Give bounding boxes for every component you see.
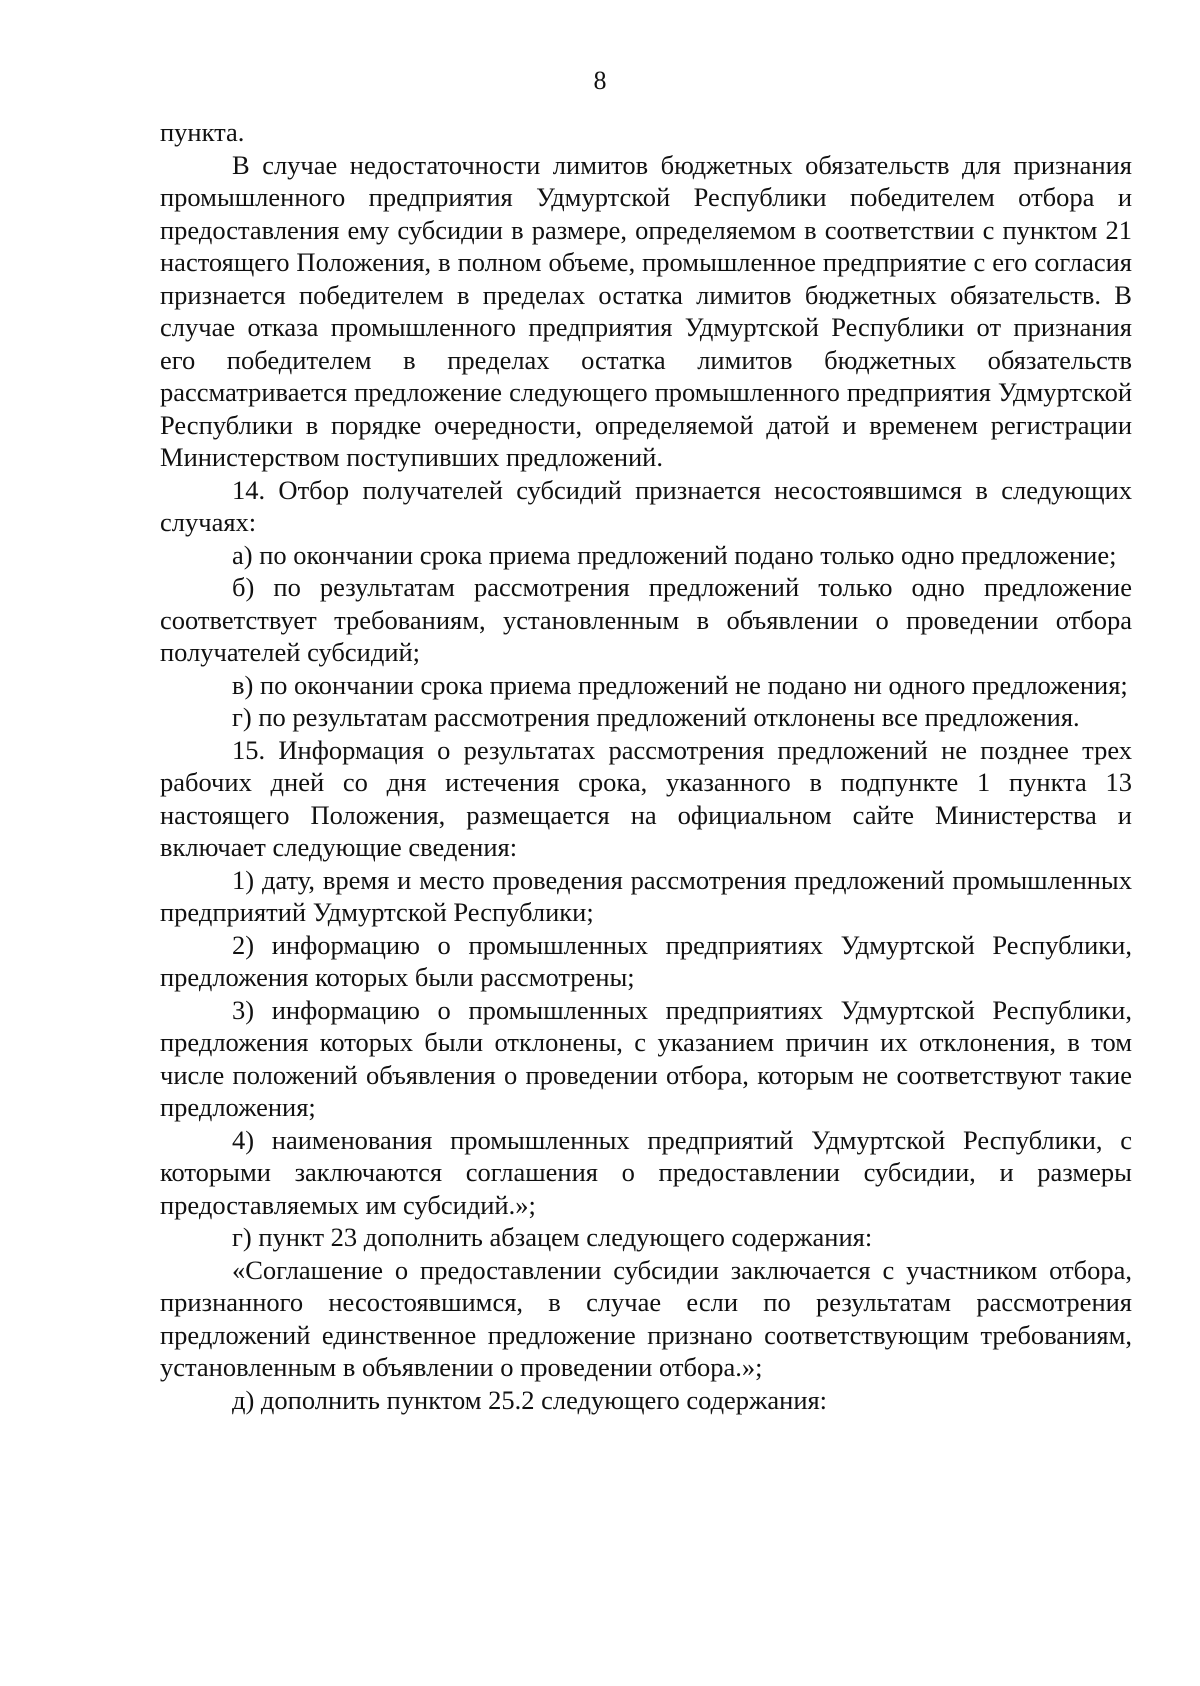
paragraph-amendment-d: д) дополнить пунктом 25.2 следующего содержания: (232, 1384, 828, 1415)
paragraph-continuation: пункта. (160, 117, 245, 147)
paragraph-agreement-quote: «Соглашение о предоставлении субсидии заключается с участником отбора, признанного несостоявшимся, в случае если по результатам рассмотрения предложений единственное предложение признано соответствующим требованиям, установленным в объявлении о проведении отбора.»; (160, 1254, 1132, 1382)
paragraph-item-14-b: б) по результатам рассмотрения предложений только одно предложение соответствует требованиям, установленным в объявлении о проведении отбора получателей субсидий; (160, 572, 1132, 667)
paragraph-item-15-1: 1) дату, время и место проведения рассмотрения предложений промышленных предприятий Удмуртской Республики; (160, 864, 1132, 927)
paragraph-item-14-g: г) по результатам рассмотрения предложений отклонены все предложения. (232, 702, 1080, 732)
paragraph-budget-limits: В случае недостаточности лимитов бюджетных обязательств для признания промышленного предприятия Удмуртской Республики победителем отбора и предоставления ему субсидии в размере, определяемом в соответствии с пунктом 21 настоящего Положения, в полном объеме, промышленное предприятие с его согласия признается победителем в пределах остатка лимитов бюджетных обязательств. В случае отказа промышленного предприятия Удмуртской Республики от признания его победителем в пределах остатка лимитов бюджетных обязательств рассматривается предложение следующего промышленного предприятия Удмуртской Республики в порядке очередности, определяемой датой и временем регистрации Министерством поступивших предложений. (160, 149, 1132, 472)
paragraph-item-15-4: 4) наименования промышленных предприятий Удмуртской Республики, с которыми заключаются соглашения о предоставлении субсидии, и размеры предоставляемых им субсидий.»; (160, 1124, 1132, 1220)
paragraph-amendment-g: г) пункт 23 дополнить абзацем следующего содержания: (232, 1222, 873, 1252)
page-number: 8 (593, 66, 607, 95)
paragraph-item-14-a: а) по окончании срока приема предложений подано только одно предложение; (232, 539, 1117, 570)
document-body (160, 116, 1132, 1416)
paragraph-item-14: 14. Отбор получателей субсидий признается несостоявшимся в следующих случаях: (160, 474, 1132, 537)
paragraph-item-15-2: 2) информацию о промышленных предприятиях Удмуртской Республики, предложения которых были рассмотрены; (160, 929, 1132, 992)
paragraph-item-15: 15. Информация о результатах рассмотрения предложений не позднее трех рабочих дней со дня истечения срока, указанного в подпункте 1 пункта 13 настоящего Положения, размещается на официальном сайте Министерства и включает следующие сведения: (160, 734, 1132, 862)
paragraph-item-15-3: 3) информацию о промышленных предприятиях Удмуртской Республики, предложения которых были отклонены, с указанием причин их отклонения, в том числе положений объявления о проведении отбора, которым не соответствуют такие предложения; (160, 994, 1132, 1122)
paragraph-item-14-v: в) по окончании срока приема предложений не подано ни одного предложения; (232, 669, 1128, 700)
